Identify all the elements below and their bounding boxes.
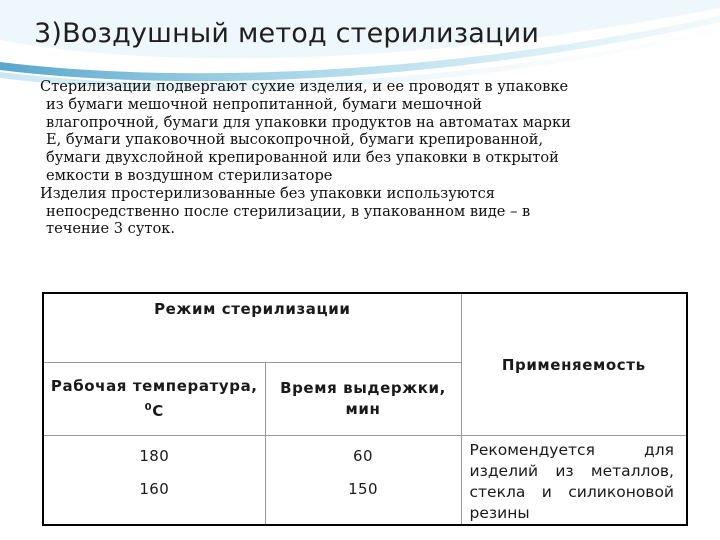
body-text bbox=[40, 78, 686, 238]
header-temperature-label: Рабочая температура, bbox=[50, 377, 258, 395]
paragraph-2 bbox=[40, 184, 686, 238]
time-cell: 60 bbox=[265, 436, 461, 477]
paragraph-line: бумаги двухслойной крепированной или без упаковки в открытой bbox=[46, 149, 559, 167]
header-applicability: Применяемость bbox=[461, 293, 687, 436]
paragraph-line: из бумаги мешочной непропитанной, бумаги мешочной bbox=[46, 95, 482, 113]
applicability-cell: Рекомендуется для изделий из металлов, стекла и силиконовой резины bbox=[461, 436, 687, 526]
paragraph-line: Изделия простерилизованные без упаковки используются bbox=[40, 184, 495, 202]
paragraph-line: Стерилизации подвергают сухие изделия, и ее проводят в упаковке bbox=[40, 78, 569, 95]
paragraph-line: влагопрочной, бумаги для упаковки продуктов на автоматах марки bbox=[46, 113, 571, 131]
degree-sup: 0 bbox=[144, 402, 153, 413]
paragraph-line: Е, бумаги упаковочной высокопрочной, бумаги крепированной, bbox=[46, 131, 544, 149]
paragraph-line: течение 3 суток. bbox=[46, 220, 176, 238]
time-cell: 150 bbox=[265, 476, 461, 525]
header-temperature bbox=[43, 363, 265, 436]
temperature-cell: 160 bbox=[43, 476, 265, 525]
header-regime: Режим стерилизации bbox=[43, 293, 461, 363]
slide-title: 3)Воздушный метод стерилизации bbox=[34, 18, 540, 49]
temperature-cell: 180 bbox=[43, 436, 265, 477]
paragraph-line: емкости в воздушном стерилизаторе bbox=[46, 166, 333, 184]
header-time: Время выдержки, мин bbox=[265, 363, 461, 436]
paragraph-line: непосредственно после стерилизации, в упакованном виде – в bbox=[46, 202, 531, 220]
header-temperature-unit: С bbox=[152, 402, 164, 420]
paragraph-1 bbox=[40, 78, 686, 185]
sterilization-regime-table bbox=[42, 292, 688, 526]
table-row bbox=[43, 436, 687, 477]
